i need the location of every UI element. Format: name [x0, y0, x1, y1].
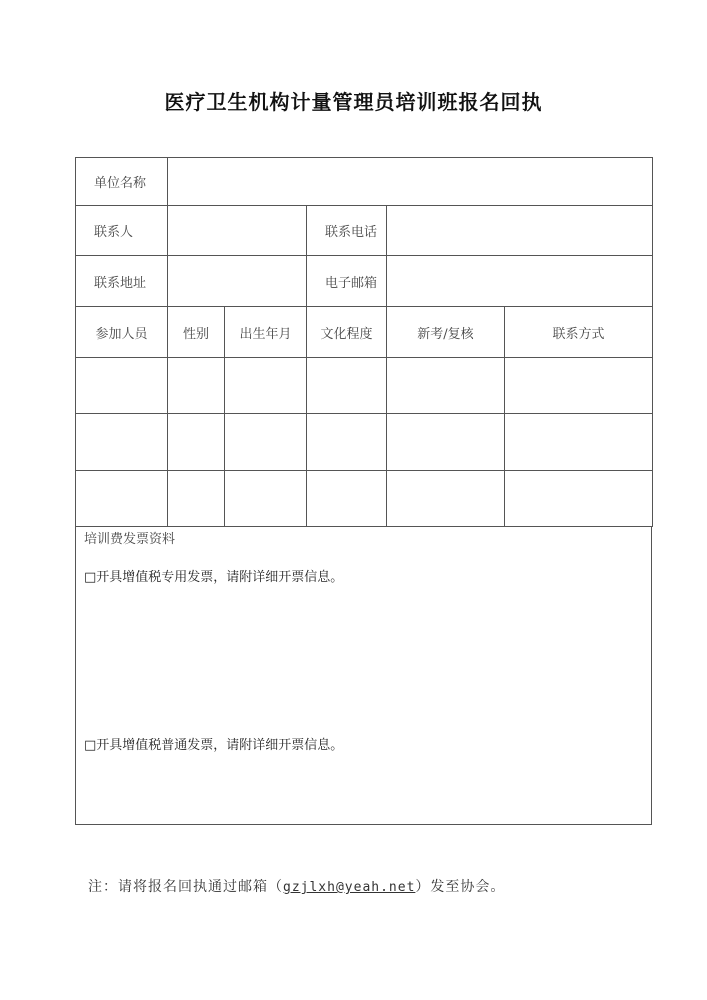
note-suffix: ）发至协会。 — [415, 879, 506, 895]
note-prefix: 注：请将报名回执通过邮箱（ — [88, 879, 283, 895]
contact-person-label: 联系人 — [76, 206, 168, 256]
contact-phone-label: 联系电话 — [307, 206, 387, 256]
cell[interactable] — [76, 414, 168, 471]
cell[interactable] — [387, 471, 505, 527]
email-label: 电子邮箱 — [307, 256, 387, 307]
email-link[interactable]: gzjlxh@yeah.net — [283, 880, 416, 895]
cell[interactable] — [307, 358, 387, 414]
cell[interactable] — [225, 414, 307, 471]
cell[interactable] — [505, 414, 653, 471]
special-invoice-option[interactable]: □开具增值税专用发票，请附详细开票信息。 — [84, 570, 344, 585]
cell[interactable] — [225, 471, 307, 527]
contact-phone-field[interactable] — [387, 206, 653, 256]
cell[interactable] — [225, 358, 307, 414]
header-education: 文化程度 — [307, 307, 387, 358]
cell[interactable] — [387, 358, 505, 414]
cell[interactable] — [168, 414, 225, 471]
unit-name-field[interactable] — [168, 158, 653, 206]
table-row — [76, 471, 653, 527]
cell[interactable] — [168, 471, 225, 527]
email-field[interactable] — [387, 256, 653, 307]
header-contact: 联系方式 — [505, 307, 653, 358]
footer-note — [88, 876, 505, 896]
cell[interactable] — [76, 358, 168, 414]
contact-person-field[interactable] — [168, 206, 307, 256]
cell[interactable] — [307, 471, 387, 527]
header-new-or-review: 新考/复核 — [387, 307, 505, 358]
contact-address-label: 联系地址 — [76, 256, 168, 307]
header-participant: 参加人员 — [76, 307, 168, 358]
cell[interactable] — [307, 414, 387, 471]
page-title: 医疗卫生机构计量管理员培训班报名回执 — [164, 90, 543, 114]
contact-address-field[interactable] — [168, 256, 307, 307]
registration-form-table — [75, 157, 653, 527]
header-gender: 性别 — [168, 307, 225, 358]
cell[interactable] — [505, 358, 653, 414]
normal-invoice-option[interactable]: □开具增值税普通发票，请附详细开票信息。 — [84, 738, 344, 753]
cell[interactable] — [168, 358, 225, 414]
table-row — [76, 414, 653, 471]
participants-header-row — [76, 307, 653, 358]
table-row — [76, 358, 653, 414]
cell[interactable] — [76, 471, 168, 527]
cell[interactable] — [505, 471, 653, 527]
header-birth: 出生年月 — [225, 307, 307, 358]
invoice-title: 培训费发票资料 — [84, 532, 176, 547]
invoice-section — [75, 526, 652, 825]
cell[interactable] — [387, 414, 505, 471]
unit-name-label: 单位名称 — [76, 158, 168, 206]
